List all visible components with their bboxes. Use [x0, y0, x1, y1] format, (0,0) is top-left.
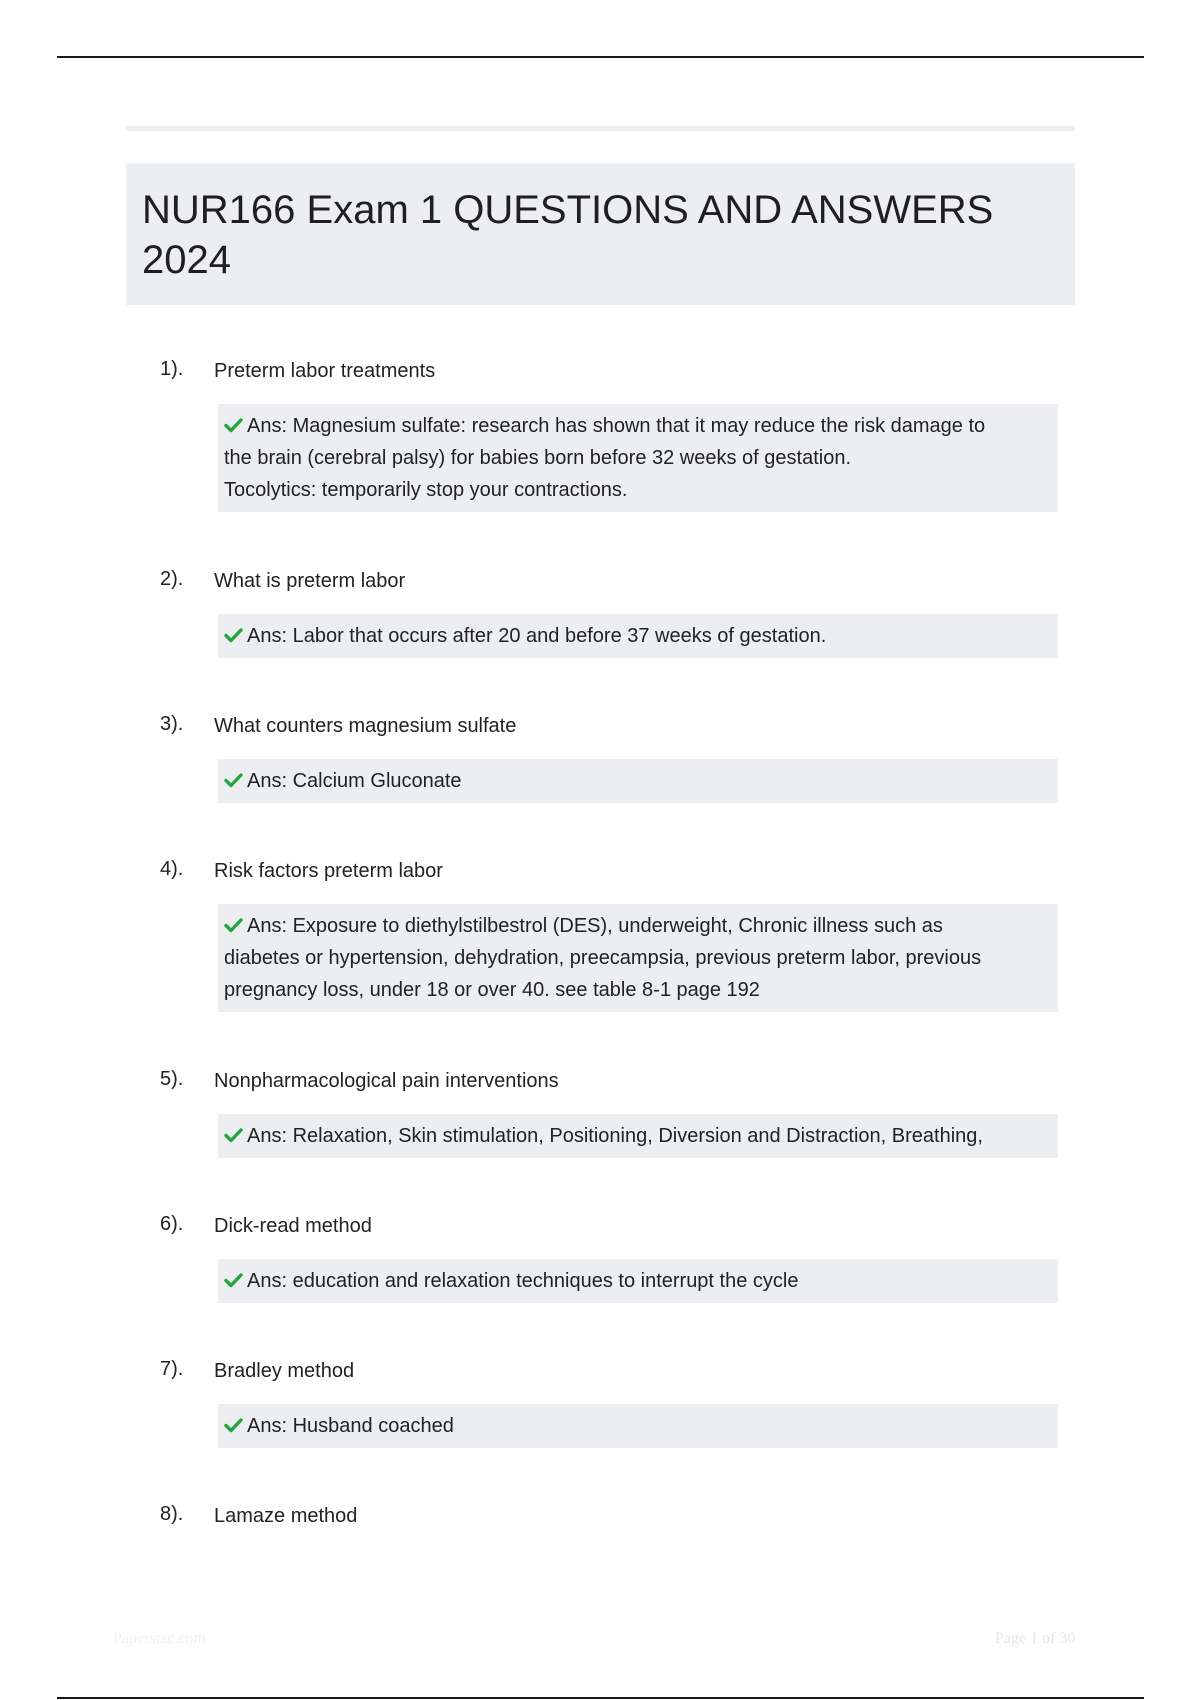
check-icon	[224, 1272, 243, 1288]
answer-line: the brain (cerebral palsy) for babies born before 32 weeks of gestation.	[224, 447, 852, 469]
answer-box	[218, 904, 1058, 1012]
answer-line	[224, 620, 1048, 652]
answer-prefix: Ans:	[247, 915, 288, 937]
answer-box	[218, 404, 1058, 512]
check-icon	[224, 1417, 243, 1433]
question-text: Bradley method	[214, 1360, 355, 1382]
question-number: 8).	[160, 1503, 184, 1525]
check-icon	[224, 627, 243, 643]
question-number: 6).	[160, 1213, 184, 1235]
check-icon	[224, 772, 243, 788]
question-text: Risk factors preterm labor	[214, 860, 443, 882]
page-title: NUR166 Exam 1 QUESTIONS AND ANSWERS 2024	[142, 188, 994, 282]
question-text: Dick-read method	[214, 1215, 372, 1237]
check-icon	[224, 917, 243, 933]
check-icon	[224, 417, 243, 433]
question-text: What counters magnesium sulfate	[214, 715, 517, 737]
answer-text: Relaxation, Skin stimulation, Positioning, Diversion and Distraction, Breathing,	[292, 1125, 983, 1147]
question-number: 7).	[160, 1358, 184, 1380]
answer-box	[218, 1259, 1058, 1303]
page-number: Page 1 of 30	[995, 1630, 1076, 1647]
footer-watermark: Paperstac.com	[113, 1630, 206, 1647]
question-number: 1).	[160, 358, 184, 380]
answer-text: Calcium Gluconate	[292, 770, 462, 792]
check-icon	[224, 1127, 243, 1143]
answer-box	[218, 759, 1058, 803]
question-text: What is preterm labor	[214, 570, 406, 592]
answer-prefix: Ans:	[247, 1415, 288, 1437]
header-divider	[126, 126, 1075, 131]
answer-line	[224, 1410, 1048, 1442]
answer-prefix: Ans:	[247, 625, 288, 647]
answer-line	[224, 1120, 1048, 1152]
question-text: Lamaze method	[214, 1505, 358, 1527]
answer-line	[224, 410, 1048, 442]
answer-text: Husband coached	[292, 1415, 454, 1437]
answer-text: education and relaxation techniques to interrupt the cycle	[292, 1270, 799, 1292]
answer-line	[224, 765, 1048, 797]
answer-line	[224, 910, 1048, 942]
top-rule	[57, 56, 1144, 58]
answer-line	[224, 1265, 1048, 1297]
answer-prefix: Ans:	[247, 415, 288, 437]
title-banner	[126, 163, 1075, 305]
question-number: 3).	[160, 713, 184, 735]
answer-text: Exposure to diethylstilbestrol (DES), underweight, Chronic illness such as	[292, 915, 943, 937]
answer-box	[218, 1114, 1058, 1158]
answer-text: Magnesium sulfate: research has shown that it may reduce the risk damage to	[292, 415, 986, 437]
question-text: Nonpharmacological pain interventions	[214, 1070, 559, 1092]
question-number: 5).	[160, 1068, 184, 1090]
answer-box	[218, 1404, 1058, 1448]
answer-text: Labor that occurs after 20 and before 37 weeks of gestation.	[292, 625, 827, 647]
answer-prefix: Ans:	[247, 770, 288, 792]
question-number: 4).	[160, 858, 184, 880]
answer-line: Tocolytics: temporarily stop your contractions.	[224, 479, 628, 501]
bottom-rule	[57, 1697, 1144, 1699]
question-text: Preterm labor treatments	[214, 360, 436, 382]
answer-line: diabetes or hypertension, dehydration, preecampsia, previous preterm labor, previous	[224, 947, 982, 969]
answer-line: pregnancy loss, under 18 or over 40. see table 8-1 page 192	[224, 979, 760, 1001]
answer-box	[218, 614, 1058, 658]
question-number: 2).	[160, 568, 184, 590]
answer-prefix: Ans:	[247, 1125, 288, 1147]
answer-prefix: Ans:	[247, 1270, 288, 1292]
